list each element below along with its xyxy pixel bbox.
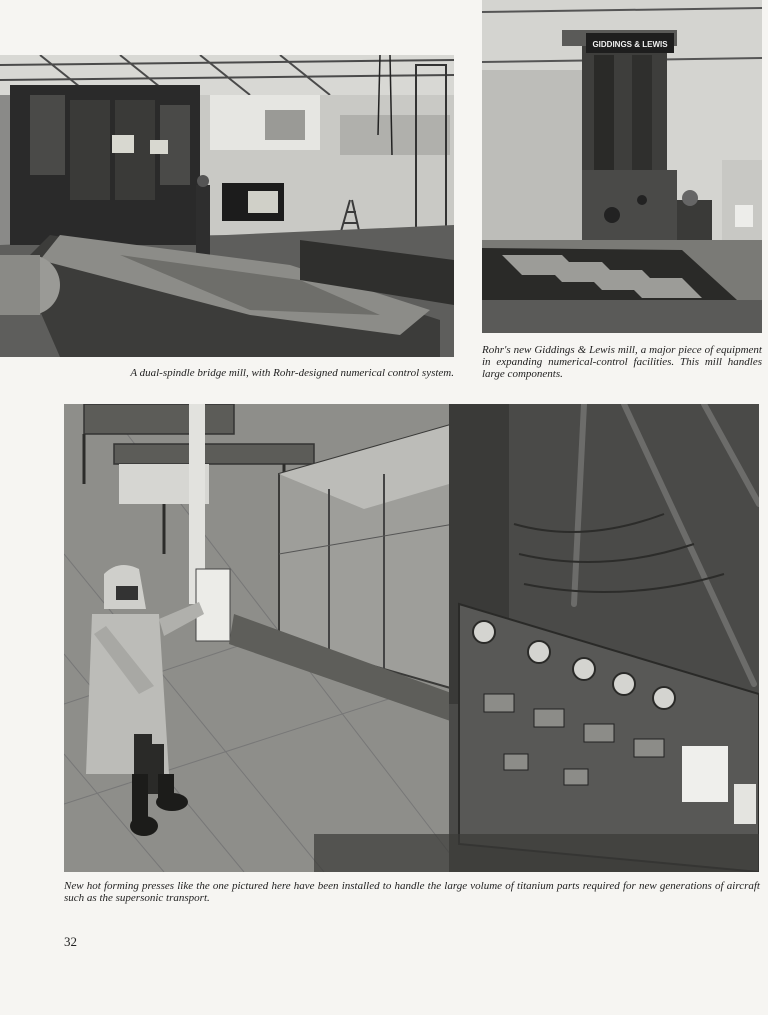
page-number: 32: [64, 934, 77, 949]
giddings-lewis-mill-caption: Rohr's new Giddings & Lewis mill, a major piece of equipment in expanding numerical-control facilities. This mill handles large components.: [482, 344, 762, 380]
machine-sign-text: GIDDINGS & LEWIS: [592, 40, 668, 49]
hot-forming-press-image: [64, 404, 759, 872]
bridge-mill-image: [0, 55, 454, 357]
bridge-mill-photo: [0, 55, 454, 357]
giddings-lewis-mill-image: [482, 0, 762, 333]
bridge-mill-caption: A dual-spindle bridge mill, with Rohr-designed numerical control system.: [130, 367, 454, 379]
giddings-lewis-mill-photo: [482, 0, 762, 333]
hot-forming-press-caption: New hot forming presses like the one pictured here have been installed to handle the large volume of titanium parts required for new generations of aircraft such as the supersonic transport.: [64, 880, 760, 904]
hot-forming-press-photo: [64, 404, 759, 872]
